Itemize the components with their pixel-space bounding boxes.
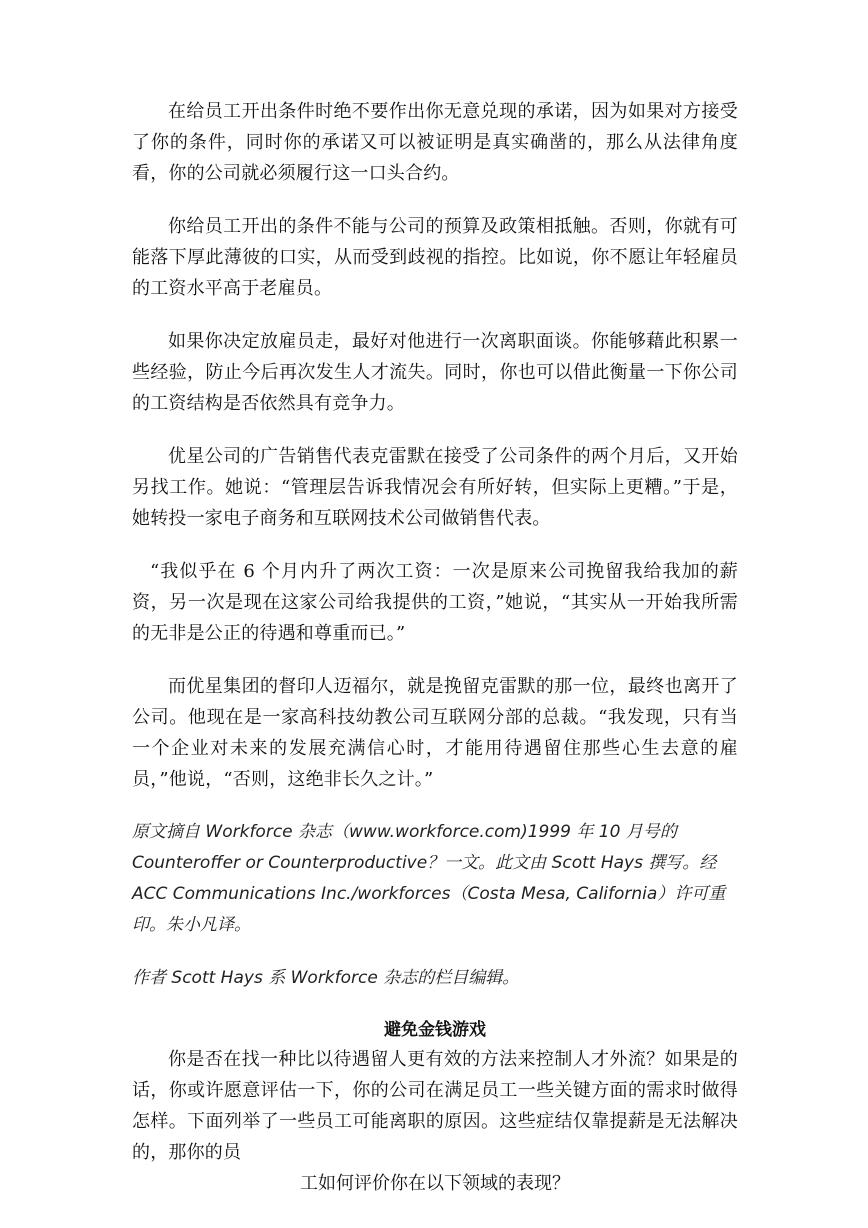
paragraph-maifuer: 而优星集团的督印人迈福尔，就是挽留克雷默的那一位，最终也离开了公司。他现在是一家高科技幼教公司互联网分部的总裁。“我发现，只有当一个企业对未来的发展充满信心时，才能用待遇留住那些心生去意的雇员，”他说，“否则，这绝非长久之计。” — [132, 676, 738, 790]
paragraph-budget: 你给员工开出的条件不能与公司的预算及政策相抵触。否则，你就有可能落下厚此薄彼的口实，从而受到歧视的指控。比如说，你不愿让年轻雇员的工资水平高于老雇员。 — [132, 216, 738, 299]
paragraph-exit-interview: 如果你决定放雇员走，最好对他进行一次离职面谈。你能够藉此积累一些经验，防止今后再次发生人才流失。同时，你也可以借此衡量一下你公司的工资结构是否依然具有竞争力。 — [132, 331, 738, 414]
section-heading: 避免金钱游戏 — [384, 1020, 486, 1040]
paragraph-promise: 在给员工开出条件时绝不要作出你无意兑现的承诺，因为如果对方接受了你的条件，同时你的承诺又可以被证明是真实确凿的，那么从法律角度看，你的公司就必须履行这一口头合约。 — [132, 101, 738, 184]
section-body: 你是否在找一种比以待遇留人更有效的方法来控制人才外流？如果是的话，你或许愿意评估一下，你的公司在满足员工一些关键方面的需求时做得怎样。下面列举了一些员工可能离职的原因。这些症结仅靠提薪是无法解决的，那你的员 — [132, 1049, 738, 1163]
author-note: 作者 Scott Hays 系 Workforce 杂志的栏目编辑。 — [132, 968, 520, 988]
section-body-tail: 工如何评价你在以下领域的表现？ — [300, 1173, 570, 1194]
source-note: 原文摘自 Workforce 杂志（www.workforce.com)1999 年 10 月号的 Counteroffer or Counterproductive？一文。此文由 Scott Hays 撰写。经 ACC Communications Inc./workforces（Costa Mesa, California）许可重印。朱小凡译。 — [132, 822, 726, 935]
paragraph-kramer: 优星公司的广告销售代表克雷默在接受了公司条件的两个月后，又开始另找工作。她说：“管理层告诉我情况会有所好转，但实际上更糟。”于是，她转投一家电子商务和互联网技术公司做销售代表。 — [132, 446, 738, 529]
paragraph-kramer-quote: “我似乎在 6 个月内升了两次工资：一次是原来公司挽留我给我加的薪资，另一次是现在这家公司给我提供的工资，”她说，“其实从一开始我所需的无非是公正的待遇和尊重而已。” — [132, 561, 738, 644]
document-page — [132, 96, 738, 1199]
